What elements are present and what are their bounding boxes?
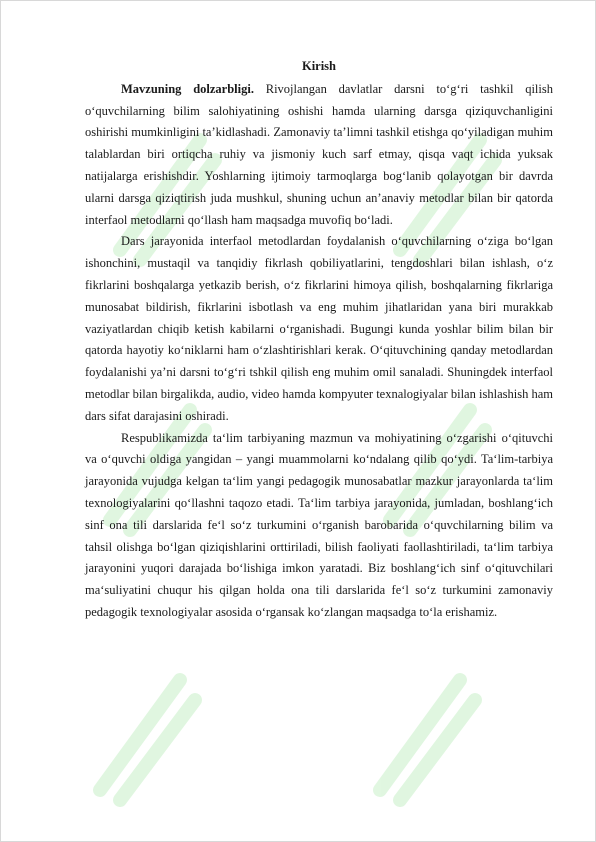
paragraph-3 xyxy=(85,428,553,624)
paragraph-text: Rivojlangan davlatlar darsni to‘g‘ri tashkil qilish o‘quvchilarning bilim salohiyatining oshishi hamda ularning darsga qiziquvchanligini oshirishi mumkinligini ta’kidlashadi. Zamonaviy ta’limni tashkil etishga qo‘yiladigan muhim talablardan biri ortiqcha ruhiy va jismoniy kuch sarf etmay, qisqa vaqt ichida yuksak natijalarga erishishdir. Yoshlarning ijtimoiy tarmoqlarga bog‘lanib qolayotgan bir davrda ularni darsga qiziqtirish juda mushkul, shuning uchun an’anaviy metodlar bilan bir qatorda interfaol metodlarni qo‘llash ham maqsadga muvofiq bo‘ladi. xyxy=(85,81,553,227)
paragraph-1 xyxy=(85,79,553,232)
paragraph-text: Dars jarayonida interfaol metodlardan foydalanish o‘quvchilarning o‘ziga bo‘lgan ishonchini, mustaqil va tanqidiy fikrlash qobiliyatlarini, tengdoshlari bilan ishlash, o‘z fikrlarini boshqalarga yetkazib berish, o‘z fikrlarini himoya qilish, boshqalarning fikrlariga munosabat bildirish, fikrlarini isbotlash va eng muhim jihatlaridan yana biri murakkab vaziyatlardan chiqib ketish kabilarni o‘rganishadi. Bugungi kunda yoshlar bilim bilan bir qatorda hayotiy ko‘niklarni ham o‘zlashtirishlari kerak. O‘qituvchining qanday metodlardan foydalanishi ya’ni darsni to‘g‘ri tshkil qilish eng muhim omil sanaladi. Shuningdek interfaol metodlar bilan birgalikda, audio, video hamda kompyuter texnalogiyalar bilan ishlashish ham dars sifat darajasini oshiradi. xyxy=(85,234,553,423)
paragraph-2 xyxy=(85,231,553,427)
document-body xyxy=(85,56,553,624)
paragraph-text: Respublikamizda ta‘lim tarbiyaning mazmun va mohiyatining o‘zgarishi o‘qituvchi va o‘quvchi oldiga yangidan – yangi muammolarni ko‘ndalang qilib qo‘ydi. Ta‘lim-tarbiya jarayonida vujudga kelgan ta‘lim yangi pedagogik munosabatlar mazkur jarayonlarda ta‘lim texnologiyalarini qo‘llashni taqozo etadi. Ta‘lim tarbiya jarayonida, jumladan, boshlang‘ich sinf ona tili darslarida fe‘l so‘z turkumini o‘rganish barobarida o‘quvchilarning bilim va tahsil olishga bo‘lgan qiziqishlarini orttiriladi, bilish faoliyati faollashtiriladi, ta‘lim tarbiya jarayonini yuqori darajada bo‘lishiga imkon yaratadi. Biz boshlang‘ich sinf o‘qituvchilari ma‘suliyatini chuqur his qilgan holda ona tili darslarida fe‘l so‘z turkumini zamonaviy pedagogik texnologiyalar asosida o‘rgansak ko‘zlangan maqsadga to‘la erishamiz. xyxy=(85,430,553,619)
document-title: Kirish xyxy=(301,59,337,73)
paragraph-lead: Mavzuning dolzarbligi. xyxy=(121,81,254,96)
